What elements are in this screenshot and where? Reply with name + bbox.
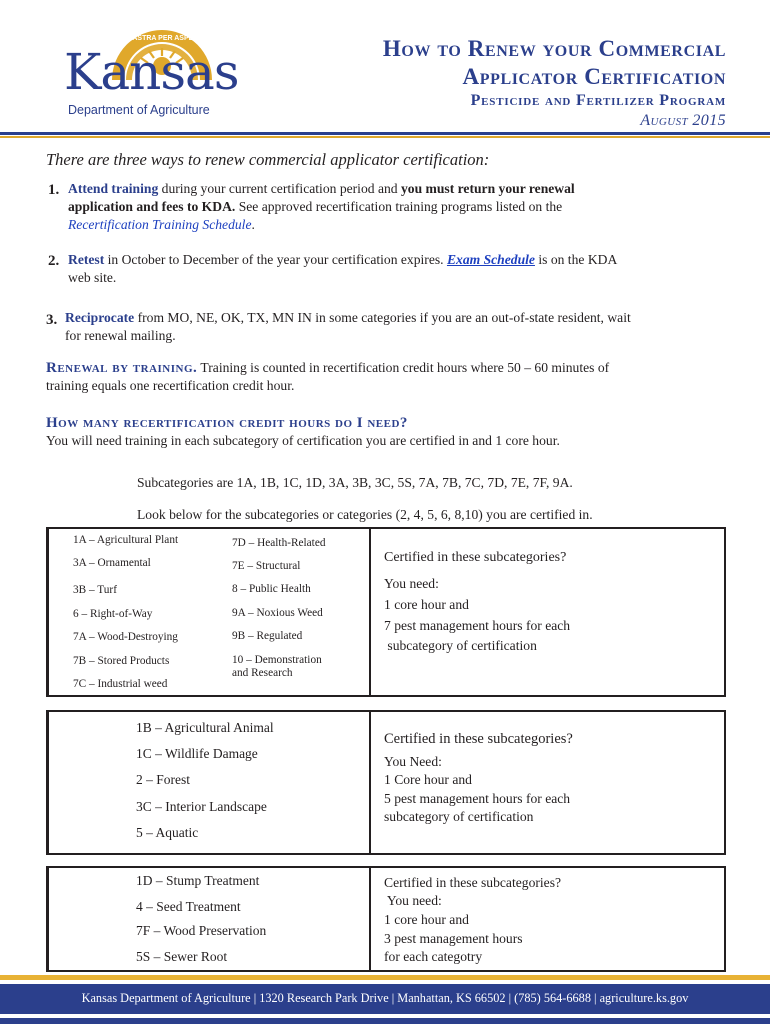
subcategory-item: 5S – Sewer Root [136, 949, 228, 964]
requirement-line: subcategory of certification [384, 638, 537, 653]
subcategory-item: 9B – Regulated [232, 630, 303, 642]
requirements-box-3-hours [46, 866, 726, 972]
requirements-box-7-hours [46, 527, 726, 697]
subcategory-item: 8 – Public Health [232, 583, 311, 595]
subcategory-item: 1C – Wildlife Damage [136, 746, 258, 761]
credit-hours-heading: How many recertification credit hours do I need? [46, 415, 408, 431]
box-divider [369, 712, 371, 853]
requirement-line: 3 pest management hours [384, 931, 523, 946]
subcategory-item: 4 – Seed Treatment [136, 899, 241, 914]
subcategory-item: 7C – Industrial weed [73, 678, 168, 690]
subcategory-item: 1A – Agricultural Plant [73, 534, 179, 546]
requirement-line: 1 core hour and [384, 912, 469, 927]
renewal-by-training-section: Renewal by training. Training is counted in recertification credit hours where 50 – 60 minutes of training equals one recertification credit hour. [46, 360, 610, 393]
item-2-number: 2. [48, 253, 60, 269]
subcategories-list: Subcategories are 1A, 1B, 1C, 1D, 3A, 3B, 3C, 5S, 7A, 7B, 7C, 7D, 7E, 7F, 9A. [137, 475, 573, 490]
footer-contact-info: Kansas Department of Agriculture | 1320 Research Park Drive | Manhattan, KS 66502 | (785) 564-6688 | agriculture.ks.gov [81, 991, 689, 1005]
footer-rule-gold [0, 975, 770, 980]
requirement-line: 1 Core hour and [384, 772, 472, 787]
page-title-line-1: How to Renew your Commercial [382, 36, 726, 61]
subcategory-item: and Research [232, 667, 293, 679]
box-divider [369, 529, 371, 695]
item-2-label: Retest [68, 252, 105, 267]
subcategory-item: 7B – Stored Products [73, 655, 170, 667]
subcategory-item: 3C – Interior Landscape [136, 799, 267, 814]
subcategory-item: 7F – Wood Preservation [136, 923, 267, 938]
item-3-label: Reciprocate [65, 310, 135, 325]
item-2-text: Retest in October to December of the year your certification expires. Exam Schedule is on the KDA web site. [68, 252, 618, 285]
requirement-line: subcategory of certification [384, 809, 534, 824]
requirement-line: for each categotry [384, 949, 483, 964]
subcategory-item: 6 – Right-of-Way [73, 608, 153, 620]
item-1-text: Attend training during your current certification period and you must return your renewal application and fees to KDA. See approved recertification training programs listed on the Recertification Training Schedule. [68, 181, 575, 232]
subcategory-item: 1B – Agricultural Animal [136, 720, 274, 735]
renewal-heading: Renewal by training. [46, 360, 198, 376]
subcategory-item: 1D – Stump Treatment [136, 873, 260, 888]
subcategory-item: 10 – Demonstration [232, 654, 322, 666]
item-3-number: 3. [46, 312, 58, 328]
subcategory-item: 7D – Health-Related [232, 537, 326, 549]
requirements-box-5-hours [46, 710, 726, 855]
recertification-training-schedule-link[interactable]: Recertification Training Schedule [68, 217, 252, 232]
header-rule-gold [0, 136, 770, 138]
requirement-heading: Certified in these subcategories? [384, 550, 567, 565]
requirement-line: 7 pest management hours for each [384, 618, 571, 633]
logo-kansas-word: Kansas [64, 43, 239, 101]
logo-arc-text: AD ASTRA PER ASPERA [120, 35, 204, 42]
header-rule-blue [0, 132, 770, 135]
look-below-text: Look below for the subcategories or categories (2, 4, 5, 6, 8,10) you are certified in. [137, 507, 593, 522]
credit-hours-text: You will need training in each subcategory of certification you are certified in and 1 core hour. [46, 433, 560, 448]
requirement-line: 5 pest management hours for each [384, 791, 571, 806]
requirement-line: You Need: [384, 754, 442, 769]
subcategory-item: 7A – Wood-Destroying [73, 631, 178, 643]
program-name: Pesticide and Fertilizer Program [470, 92, 726, 109]
item-3-text: Reciprocate from MO, NE, OK, TX, MN IN in some categories if you are an out-of-state resident, wait for renewal mailing. [65, 310, 631, 343]
requirement-line: You need: [384, 576, 439, 591]
intro-text: There are three ways to renew commercial applicator certification: [46, 150, 490, 169]
logo-department: Department of Agriculture [68, 103, 210, 117]
requirement-line: 1 core hour and [384, 597, 469, 612]
requirement-heading: Certified in these subcategories? [384, 875, 562, 890]
publication-date: August 2015 [640, 112, 726, 129]
credit-hours-section [46, 414, 756, 450]
subcategory-item: 9A – Noxious Weed [232, 607, 323, 619]
item-1-label: Attend training [68, 181, 159, 196]
item-1-number: 1. [48, 182, 60, 198]
subcategory-item: 7E – Structural [232, 560, 301, 572]
subcategory-item: 3B – Turf [73, 584, 117, 596]
requirement-heading: Certified in these subcategories? [384, 731, 573, 747]
subcategory-item: 5 – Aquatic [136, 825, 199, 840]
page-title-line-2: Applicator Certification [462, 64, 726, 89]
requirement-line: You need: [384, 893, 442, 908]
exam-schedule-link[interactable]: Exam Schedule [446, 252, 535, 267]
box-divider [369, 868, 371, 970]
footer-bottom-band [0, 1018, 770, 1024]
subcategory-item: 3A – Ornamental [73, 557, 151, 569]
subcategory-item: 2 – Forest [136, 772, 190, 787]
